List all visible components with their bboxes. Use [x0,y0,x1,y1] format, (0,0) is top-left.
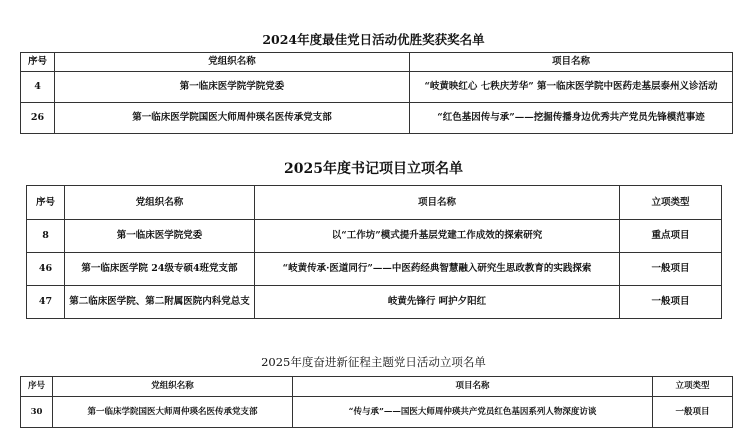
row-org: 第一临床医学院党委 [65,220,255,253]
header-index: 序号 [27,186,65,220]
header-project: 项目名称 [255,186,620,220]
row-project: “岐黄传承·医道同行”——中医药经典智慧融入研究生思政教育的实践探索 [255,253,620,286]
header-org: 党组织名称 [65,186,255,220]
row-project: 以“工作坊”模式提升基层党建工作成效的探索研究 [255,220,620,253]
row-type: 一般项目 [653,397,733,428]
header-org: 党组织名称 [55,53,410,72]
section3-title: 2025年度奋进新征程主题党日活动立项名单 [261,355,486,369]
row-org: 第一临床学院国医大师周仲瑛名医传承党支部 [53,397,293,428]
header-type: 立项类型 [620,186,722,220]
activity-table [20,376,733,428]
row-index: 46 [27,253,65,286]
header-index: 序号 [21,377,53,397]
row-org: 第一临床医学院国医大师周仲瑛名医传承党支部 [55,103,410,134]
table-header-row [21,53,733,72]
header-project: 项目名称 [293,377,653,397]
section2-title: 2025年度书记项目立项名单 [284,161,463,177]
row-index: 30 [21,397,53,428]
row-index: 4 [21,72,55,103]
row-org: 第二临床医学院、第二附属医院内科党总支 [65,286,255,319]
table-row [27,220,722,253]
header-type: 立项类型 [653,377,733,397]
row-index: 26 [21,103,55,134]
table-row [27,253,722,286]
project-table [26,185,722,319]
row-org: 第一临床医学院 24级专硕4班党支部 [65,253,255,286]
row-type: 一般项目 [620,286,722,319]
row-project: “红色基因传与承”——挖掘传播身边优秀共产党员先锋模范事迹 [410,103,733,134]
row-type: 一般项目 [620,253,722,286]
row-index: 8 [27,220,65,253]
row-type: 重点项目 [620,220,722,253]
row-project: “传与承”——国医大师周仲瑛共产党员红色基因系列人物深度访谈 [293,397,653,428]
header-org: 党组织名称 [53,377,293,397]
header-project: 项目名称 [410,53,733,72]
row-org: 第一临床医学院学院党委 [55,72,410,103]
award-table [20,52,733,134]
table-row [21,72,733,103]
table-header-row [21,377,733,397]
table-row [27,286,722,319]
row-project: “岐黄映红心 七秩庆芳华” 第一临床医学院中医药走基层泰州义诊活动 [410,72,733,103]
row-project: 岐黄先锋行 呵护夕阳红 [255,286,620,319]
section1-title: 2024年度最佳党日活动优胜奖获奖名单 [262,32,485,47]
table-header-row [27,186,722,220]
table-row [21,103,733,134]
table-row [21,397,733,428]
row-index: 47 [27,286,65,319]
header-index: 序号 [21,53,55,72]
